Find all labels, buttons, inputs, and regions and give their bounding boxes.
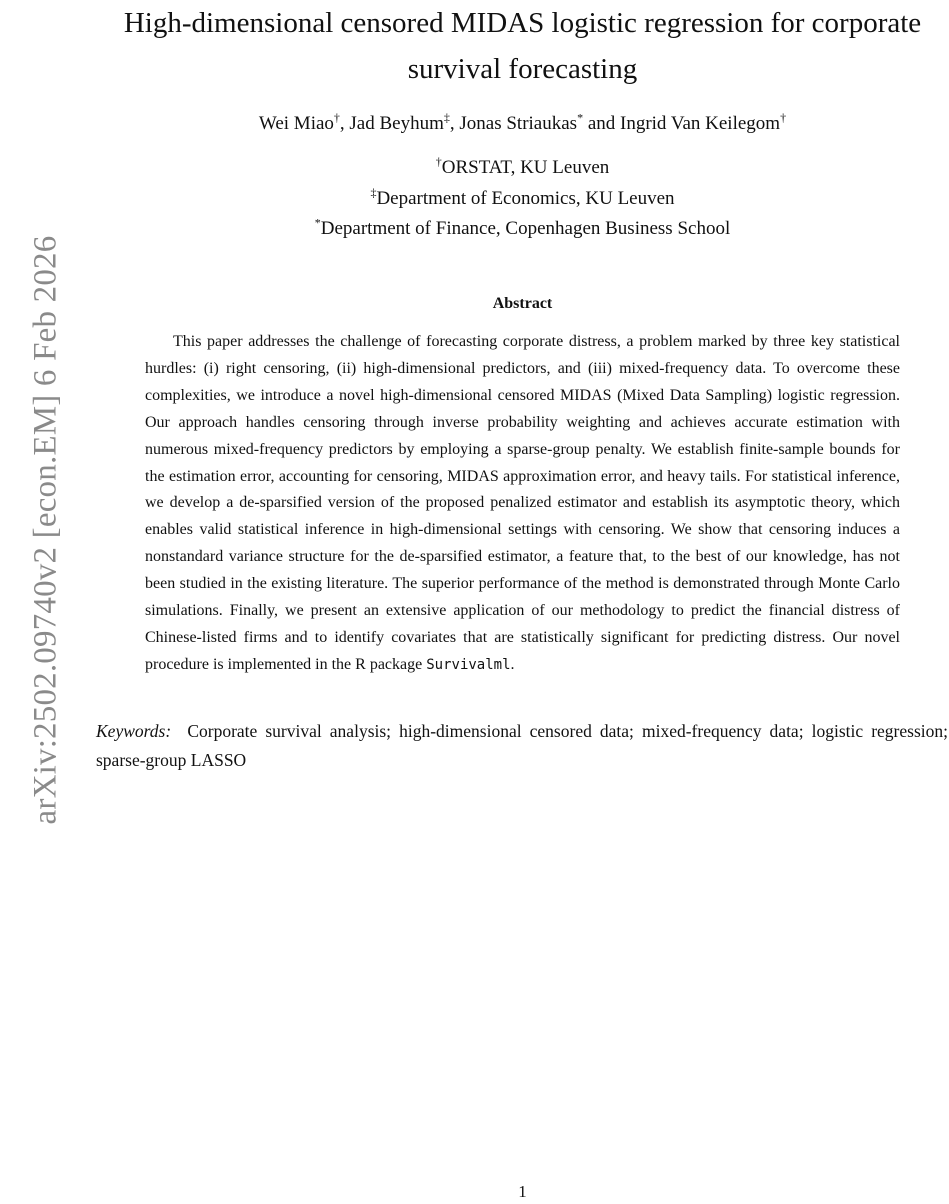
keywords-paragraph: [96, 717, 948, 774]
author-list: [95, 110, 949, 138]
affiliation: [95, 214, 949, 245]
affiliation-mark: ‡: [370, 185, 377, 200]
author-name: Wei Miao: [258, 113, 334, 134]
package-name: Survivalml: [426, 656, 511, 673]
author-separator: ,: [339, 113, 350, 134]
author-mark: *: [577, 110, 584, 125]
abstract-body: [145, 329, 900, 679]
affiliation: [95, 184, 949, 215]
page-number: 1: [518, 1182, 527, 1201]
abstract-text-end: .: [510, 655, 515, 673]
author-mark: ‡: [443, 110, 450, 125]
affiliation-text: ORSTAT, KU Leuven: [441, 157, 610, 178]
author-separator: ,: [449, 113, 460, 134]
author-separator: and: [583, 113, 620, 134]
author-name: Jonas Striaukas: [459, 113, 578, 134]
paper-title: High-dimensional censored MIDAS logistic regression for corporate survival forecasting: [123, 7, 922, 85]
arxiv-stamp: arXiv:2502.09740v2 [econ.EM] 6 Feb 2026: [27, 235, 64, 825]
affiliation-mark: †: [435, 154, 442, 169]
affiliation-text: Department of Economics, KU Leuven: [376, 187, 675, 209]
author-mark: †: [780, 110, 787, 125]
affiliation: [95, 153, 949, 184]
affiliation-text: Department of Finance, Copenhagen Business School: [320, 218, 731, 239]
author-mark: †: [333, 110, 340, 125]
abstract-heading: Abstract: [492, 295, 553, 312]
author-name: Jad Beyhum: [349, 113, 444, 134]
author-name: Ingrid Van Keilegom: [620, 113, 781, 134]
keywords-label: Keywords:: [96, 721, 172, 741]
affiliation-list: [95, 153, 949, 245]
abstract-text: This paper addresses the challenge of forecasting corporate distress, a problem marked by three key statistical hurdles: (i) right censoring, (ii) high-dimensional predictors, and (iii) mixed-frequency data. To overcome these complexities, we introduce a novel high-dimensional censored MIDAS (Mixed Data Sampling) logistic regression. Our approach handles censoring through inverse probability weighting and achieves accurate estimation with numerous mixed-frequency predictors by employing a sparse-group penalty. We establish finite-sample bounds for the estimation error, accounting for censoring, MIDAS approximation error, and heavy tails. For statistical inference, we develop a de-sparsified version of the proposed penalized estimator and establish its asymptotic theory, which enables valid statistical inference in high-dimensional settings with censoring. We show that censoring induces a nonstandard variance structure for the de-sparsified estimator, a feature that, to the best of our knowledge, has not been studied in the existing literature. The superior performance of the method is demonstrated through Monte Carlo simulations. Finally, we present an extensive application of our methodology to predict the financial distress of Chinese-listed firms and to identify covariates that are statistically significant for predicting distress. Our novel procedure is implemented in the R package: [145, 333, 900, 673]
affiliation-mark: *: [314, 215, 321, 230]
keywords-text: Corporate survival analysis; high-dimensional censored data; mixed-frequency data; logistic regression; sparse-group LASSO: [96, 721, 948, 770]
